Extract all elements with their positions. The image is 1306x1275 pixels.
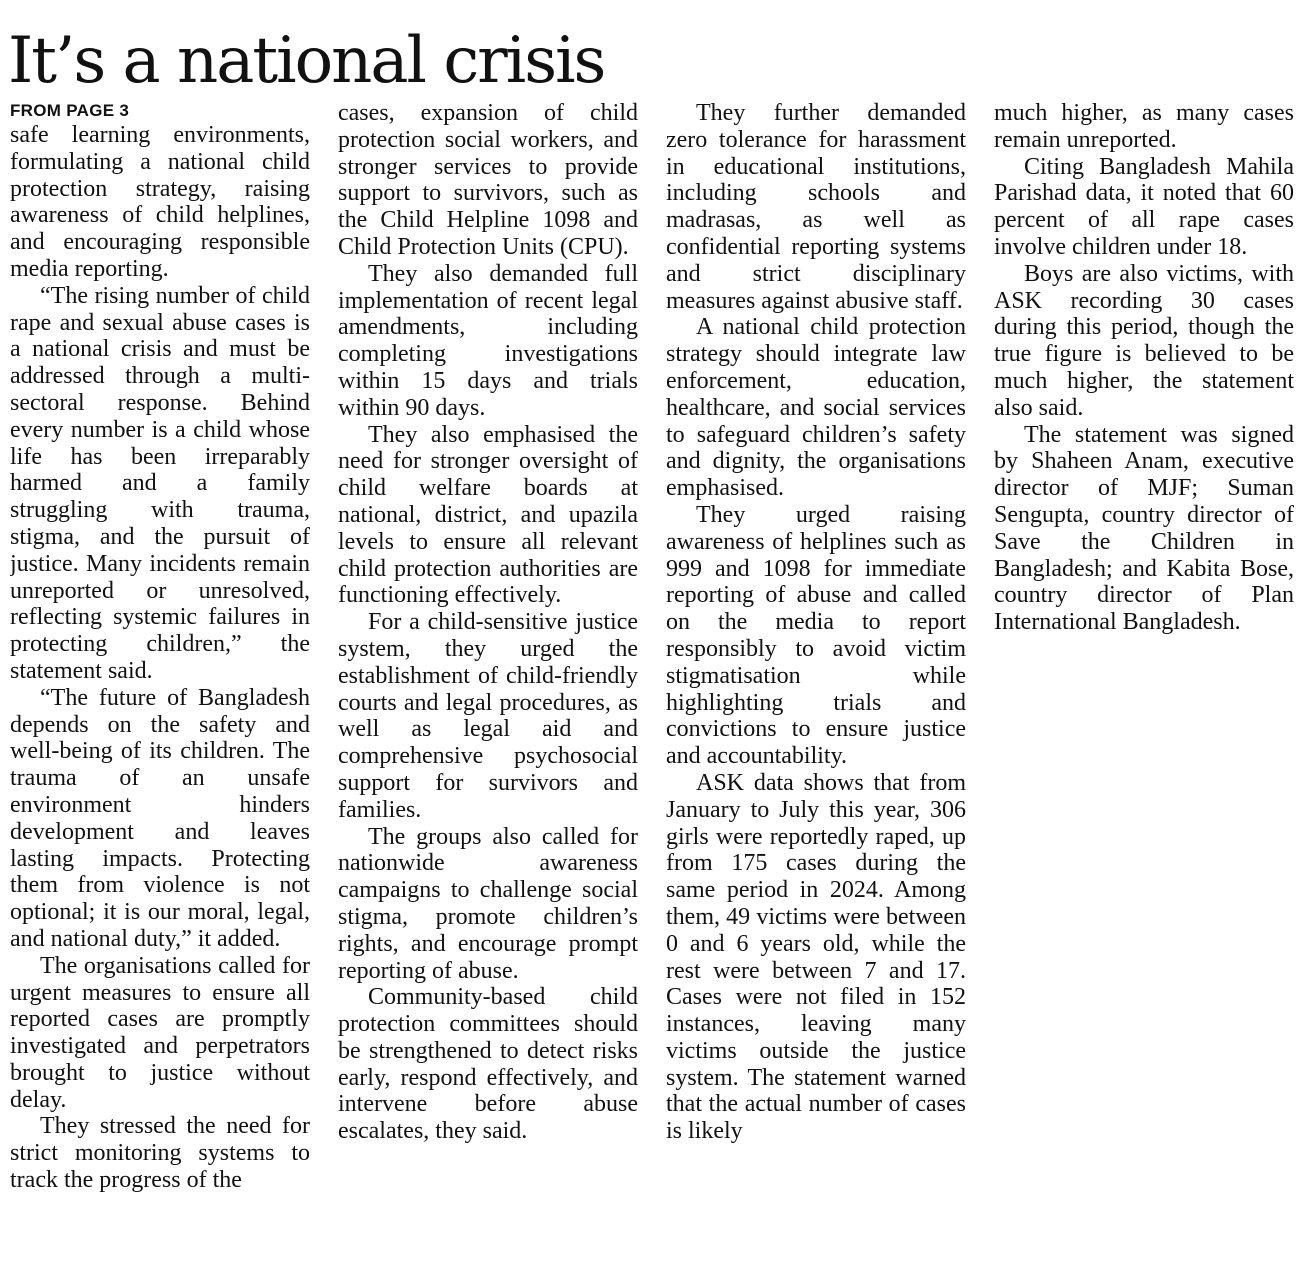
paragraph: ASK data shows that from January to July this year, 306 girls were reportedly raped, up from 175 cases during the same period in 2024. Among them, 49 victims were between 0 and 6 years old, while the rest were between 7 and 17. Cases were not filed in 152 instances, leaving many victims outside the justice system. The statement warned that the actual number of cases is likely xyxy=(666,769,966,1145)
headline: It’s a national crisis xyxy=(8,24,605,98)
paragraph: They also emphasised the need for stronger oversight of child welfare boards at national, district, and upazila levels to ensure all relevant child protection authorities are functioning effectively. xyxy=(338,421,638,609)
column-3 xyxy=(666,100,966,1265)
paragraph: Boys are also victims, with ASK recording 30 cases during this period, though the true figure is believed to be much higher, the statement also said. xyxy=(994,260,1294,421)
paragraph: cases, expansion of child protection social workers, and stronger services to provide support to survivors, such as the Child Helpline 1098 and Child Protection Units (CPU). xyxy=(338,100,638,260)
paragraph: Citing Bangladesh Mahila Parishad data, it noted that 60 percent of all rape cases involve children under 18. xyxy=(994,153,1294,260)
paragraph: The organisations called for urgent measures to ensure all reported cases are promptly investigated and perpetrators brought to justice without delay. xyxy=(10,952,310,1113)
paragraph: They urged raising awareness of helplines such as 999 and 1098 for immediate reporting of abuse and called on the media to report responsibly to avoid victim stigmatisation while highlighting trials and convictions to ensure justice and accountability. xyxy=(666,501,966,770)
article-body xyxy=(10,100,1296,1265)
paragraph: For a child-sensitive justice system, they urged the establishment of child-friendly courts and legal procedures, as well as legal aid and comprehensive psychosocial support for survivors and families. xyxy=(338,609,638,823)
continuation-kicker: FROM PAGE 3 xyxy=(10,101,130,120)
paragraph: They further demanded zero tolerance for harassment in educational institutions, including schools and madrasas, as well as confidential reporting systems and strict disciplinary measures against abusive staff. xyxy=(666,100,966,314)
paragraph: The groups also called for nationwide awareness campaigns to challenge social stigma, promote children’s rights, and encourage prompt reporting of abuse. xyxy=(338,823,638,984)
column-4 xyxy=(994,100,1294,1265)
paragraph: They also demanded full implementation of recent legal amendments, including completing investigations within 15 days and trials within 90 days. xyxy=(338,260,638,421)
column-2 xyxy=(338,100,638,1265)
paragraph: safe learning environments, formulating a national child protection strategy, raising awareness of child helplines, and encouraging responsible media reporting. xyxy=(10,122,310,282)
paragraph: Community-based child protection committees should be strengthened to detect risks early, respond effectively, and intervene before abuse escalates, they said. xyxy=(338,984,638,1145)
paragraph: “The rising number of child rape and sexual abuse cases is a national crisis and must be addressed through a multi-sectoral response. Behind every number is a child whose life has been irreparably harmed and a family struggling with trauma, stigma, and the pursuit of justice. Many incidents remain unreported or unresolved, reflecting systemic failures in protecting children,” the statement said. xyxy=(10,282,310,684)
paragraph: The statement was signed by Shaheen Anam, executive director of MJF; Suman Sengupta, country director of Save the Children in Bangladesh; and Kabita Bose, country director of Plan International Bangladesh. xyxy=(994,421,1294,636)
paragraph: much higher, as many cases remain unreported. xyxy=(994,100,1294,153)
paragraph: “The future of Bangladesh depends on the safety and well-being of its children. The trauma of an unsafe environment hinders development and leaves lasting impacts. Protecting them from violence is not optional; it is our moral, legal, and national duty,” it added. xyxy=(10,684,310,952)
paragraph: A national child protection strategy should integrate law enforcement, education, healthcare, and social services to safeguard children’s safety and dignity, the organisations emphasised. xyxy=(666,314,966,502)
column-1 xyxy=(10,100,310,1265)
paragraph: They stressed the need for strict monitoring systems to track the progress of the xyxy=(10,1113,310,1194)
